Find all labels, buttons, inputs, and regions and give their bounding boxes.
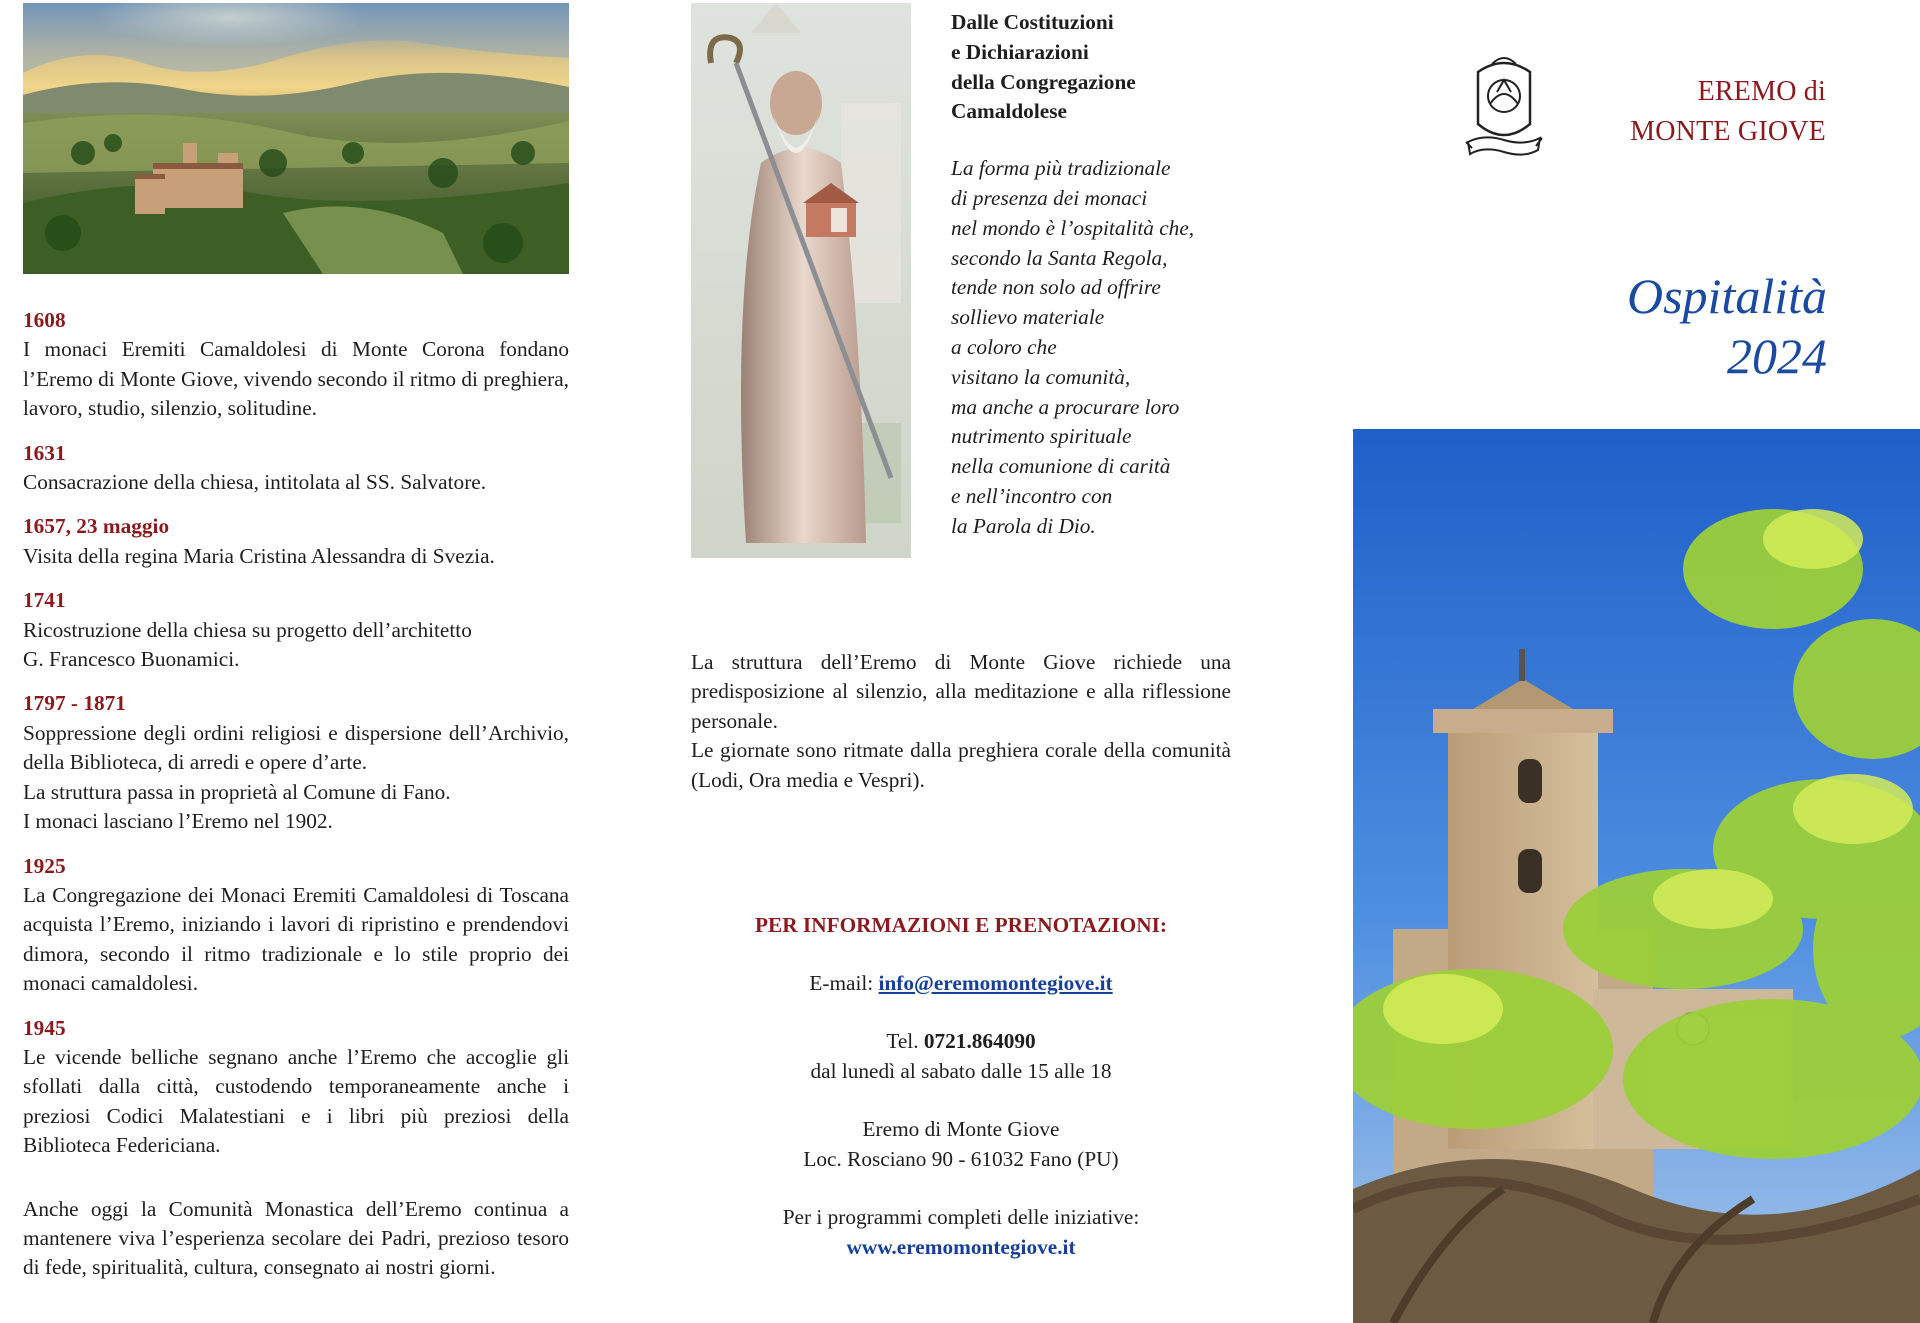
- church-bell-tower-photo: [1353, 429, 1920, 1323]
- timeline-entry: [23, 306, 569, 424]
- panel-history: [0, 0, 600, 1323]
- tel-label: Tel.: [886, 1029, 924, 1053]
- tel-line: [661, 1027, 1261, 1057]
- timeline-year: 1631: [23, 440, 66, 465]
- timeline-entry: [23, 852, 569, 999]
- camaldolese-crest-icon: [1464, 54, 1544, 158]
- history-timeline: [23, 306, 569, 1283]
- timeline-text: I monaci Eremiti Camaldolesi di Monte Corona fondano l’Eremo di Monte Giove, vivendo secondo il ritmo di preghiera, lavoro, studio, silenzio, solitudine.: [23, 337, 569, 421]
- address-line: Loc. Rosciano 90 - 61032 Fano (PU): [803, 1146, 1119, 1171]
- panel-cover: [1240, 0, 1920, 1323]
- saint-romuald-image: [691, 3, 911, 558]
- closing-paragraph: Anche oggi la Comunità Monastica dell’Eremo continua a mantenere viva l’esperienza secolare dei Padri, prezioso tesoro di fede, spiritualità, cultura, consegnato ai nostri giorni.: [23, 1196, 569, 1280]
- contact-title: PER INFORMAZIONI E PRENOTAZIONI:: [755, 913, 1167, 937]
- email-label: E-mail:: [809, 970, 879, 995]
- timeline-year: 1925: [23, 853, 66, 878]
- timeline-text: Soppressione degli ordini religiosi e dispersione dell’Archivio, della Biblioteca, di arredi e opere d’arte. La struttura passa in proprietà al Comune di Fano. I monaci lasciano l’Eremo nel 1902.: [23, 720, 569, 834]
- structure-paragraph: Le giornate sono ritmate dalla preghiera corale della comunità (Lodi, Ora media e Vespri).: [691, 738, 1231, 792]
- tel-number[interactable]: 0721.864090: [923, 1029, 1036, 1053]
- timeline-year: 1741: [23, 588, 66, 613]
- page-title: Ospitalità 2024: [1626, 268, 1827, 384]
- structure-paragraph: La struttura dell’Eremo di Monte Giove richiede una predisposizione al silenzio, alla meditazione e alla riflessione personale.: [691, 650, 1231, 733]
- email-link[interactable]: info@eremomontegiove.it: [878, 970, 1113, 995]
- website-link[interactable]: www.eremomontegiove.it: [846, 1234, 1076, 1259]
- timeline-entry: [23, 439, 569, 498]
- timeline-year: 1657, 23 maggio: [23, 514, 170, 539]
- timeline-entry: [23, 689, 569, 836]
- address-name: Eremo di Monte Giove: [862, 1117, 1060, 1141]
- timeline-entry: [23, 586, 569, 674]
- constitution-quote: [951, 8, 1241, 542]
- timeline-entry: [23, 512, 569, 571]
- contact-info: [661, 911, 1261, 1262]
- timeline-text: Le vicende belliche segnano anche l’Eremo che accoglie gli sfollati dalla città, custodendo temporaneamente anche i preziosi Codici Malatestiani e i libri più preziosi della Biblioteca Federiciana.: [23, 1044, 569, 1158]
- structure-description: [691, 648, 1231, 795]
- abbey-aerial-photo: [23, 3, 569, 274]
- timeline-text: Ricostruzione della chiesa su progetto dell’architetto G. Francesco Buonamici.: [23, 617, 472, 672]
- programs-label: Per i programmi completi delle iniziative:: [782, 1205, 1140, 1229]
- timeline-year: 1945: [23, 1015, 66, 1040]
- email-line: [661, 969, 1261, 999]
- timeline-year: 1797 - 1871: [23, 691, 126, 716]
- brand-name: EREMO di MONTE GIOVE: [1630, 76, 1826, 147]
- quote-heading: Dalle Costituzioni e Dichiarazioni della Congregazione Camaldolese: [951, 10, 1136, 124]
- panel-hospitality: [600, 0, 1240, 1323]
- quote-body: La forma più tradizionale di presenza dei monaci nel mondo è l’ospitalità che, secondo la Santa Regola, tende non solo ad offrire sollievo materiale a coloro che visitano la comunità, ma anche a procurare loro nutrimento spirituale nella comunione di carità e nell’incontro con la Parola di Dio.: [951, 156, 1195, 538]
- opening-hours: dal lunedì al sabato dalle 15 alle 18: [810, 1058, 1112, 1083]
- timeline-text: Consacrazione della chiesa, intitolata al SS. Salvatore.: [23, 470, 487, 495]
- timeline-entry: [23, 1014, 569, 1161]
- timeline-text: Visita della regina Maria Cristina Alessandra di Svezia.: [23, 543, 495, 568]
- timeline-text: La Congregazione dei Monaci Eremiti Camaldolesi di Toscana acquista l’Eremo, iniziando i lavori di ripristino e prendendovi dimora, secondo il ritmo tradizionale e lo stile proprio dei monaci camaldolesi.: [23, 882, 569, 996]
- timeline-year: 1608: [23, 308, 66, 332]
